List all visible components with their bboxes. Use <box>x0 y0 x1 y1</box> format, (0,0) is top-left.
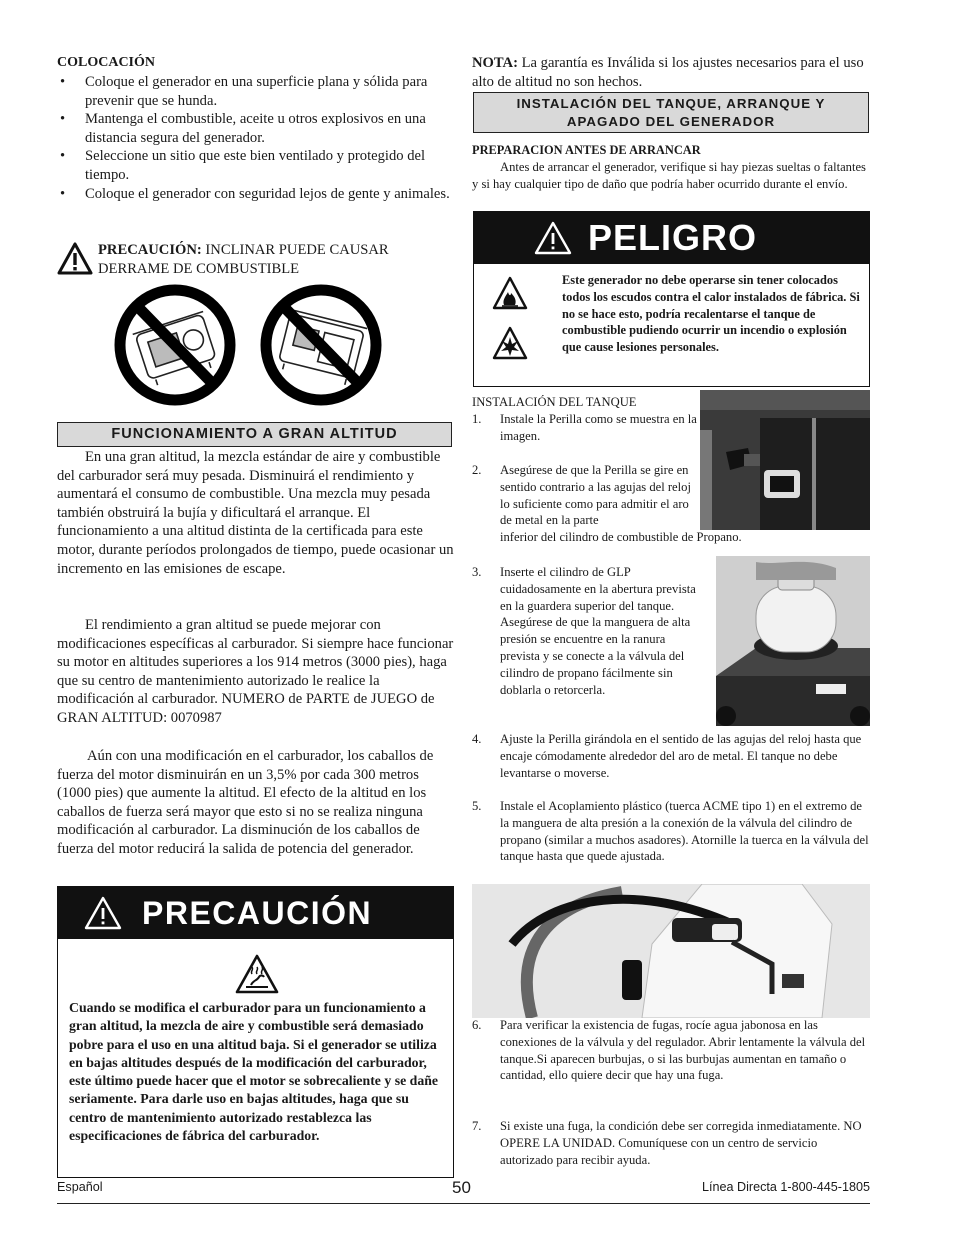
regulator-photo <box>472 884 870 1018</box>
precaucion-title: PRECAUCIÓN <box>142 894 373 931</box>
instalacion-heading <box>473 92 869 133</box>
step-number: 1. <box>472 412 482 426</box>
step-number: 5. <box>472 799 482 813</box>
warning-triangle-icon <box>534 221 572 255</box>
list-item <box>472 411 698 445</box>
precaucion-box <box>57 886 454 1178</box>
explosion-hazard-icon <box>492 326 528 360</box>
list-item <box>472 564 704 698</box>
list-item: • Mantenga el combustible, aceite u otros explosivos en una distancia segura del generador. <box>57 110 454 147</box>
list-item-continuation: inferior del cilindro de combustible de Propano. <box>500 530 742 544</box>
step-number: 7. <box>472 1119 482 1133</box>
list-item: • Seleccione un sitio que este bien ventilado y protegido del tiempo. <box>57 147 454 184</box>
precaucion-note-label: PRECAUCIÓN: <box>98 242 202 258</box>
preparacion-text: Antes de arrancar el generador, verifique si hay piezas sueltas o faltantes y si hay cualquier tipo de daño que podría haber ocurrido durante el envío. <box>472 160 866 191</box>
colocacion-list <box>57 73 454 203</box>
knob-photo <box>700 390 870 530</box>
footer-language: Español <box>57 1180 103 1194</box>
warning-triangle-icon <box>84 896 122 930</box>
step-text: Para verificar la existencia de fugas, rocíe agua jabonosa en las conexiones de la válvula y del regulador. Abrir lentamente la válvula del tanque.Si aparecen burbujas, o si las burbujas aumentan en tamaño o cantidad, ello quiere decir que hay una fuga. <box>500 1018 866 1083</box>
cylinder-photo <box>716 556 870 726</box>
nota-label: NOTA: <box>472 55 518 71</box>
list-item <box>472 1118 870 1168</box>
step-text: Inserte el cilindro de GLP cuidadosamente en la abertura prevista en la guardera superior del tanque. Asegúrese de que la manguera de alta presión se encuentre en la ranura prevista y se conecte a la válvula del cilindro de propano fácilmente sin doblarla o retorcerla. <box>500 565 696 697</box>
tanque-heading: INSTALACIÓN DEL TANQUE <box>472 395 637 409</box>
peligro-banner <box>474 212 869 264</box>
step-number: 4. <box>472 732 482 746</box>
preparacion-heading: PREPARACION ANTES DE ARRANCAR <box>472 143 701 157</box>
warning-triangle-icon <box>57 242 93 275</box>
no-tilt-generator-image <box>103 284 248 406</box>
nota-text: La garantía es Inválida si los ajustes necesarios para el uso alto de altitud no son hechos. <box>472 55 864 90</box>
step-text: Instale el Acoplamiento plástico (tuerca ACME tipo 1) en el extremo de la manguera de alta presión a la conexión de la válvula del cilindro de propano (similar a muchos asadores). Atornille la tuerca en la válvula del tanque hasta que quede ajustada. <box>500 799 869 864</box>
altitud-paragraph-3: Aún con una modificación en el carburador, los caballos de fuerza del motor disminuirán en un 3,5% por cada 300 metros (1000 pies) que aumente la altitud. El efecto de la altitud en los caballos de fuerza será mayor que esto si no se realiza ninguna modificación al carburador. La disminución de los caballos de fuerza del motor reducirá la salida de potencia del generador. <box>57 748 434 857</box>
list-item <box>472 1017 870 1084</box>
no-tilt-generator-image-2 <box>249 284 394 406</box>
altitud-heading: FUNCIONAMIENTO A GRAN ALTITUD <box>57 422 452 447</box>
colocacion-heading: COLOCACIÓN <box>57 55 156 70</box>
list-item <box>472 462 698 529</box>
step-text: Instale la Perilla como se muestra en la imagen. <box>500 412 697 443</box>
step-text: Asegúrese de que la Perilla se gire en sentido contrario a las agujas del reloj lo suficiente como para admitir el aro de metal en la parte <box>500 463 691 528</box>
instalacion-heading-line-2: APAGADO DEL GENERADOR <box>566 114 776 129</box>
list-item: • Coloque el generador con seguridad lejos de gente y animales. <box>57 185 454 204</box>
altitud-paragraph-2: El rendimiento a gran altitud se puede mejorar con modificaciones específicas al carburador. Si siempre hace funcionar su motor en altitudes superiores a los 914 metros (3000 pies), haga que su centro de mantenimiento autorizado le realice la modificación al carburador. NUMERO de PARTE de JUEGO de GRAN ALTITUD: 0070987 <box>57 617 454 726</box>
peligro-box <box>473 211 870 387</box>
step-number: 3. <box>472 565 482 579</box>
page-number: 50 <box>452 1178 471 1197</box>
step-number: 6. <box>472 1018 482 1032</box>
precaucion-note-text-1: INCLINAR PUEDE CAUSAR <box>201 242 389 258</box>
list-item <box>472 798 870 865</box>
footer-divider <box>57 1203 870 1204</box>
instalacion-heading-line-1: INSTALACIÓN DEL TANQUE, ARRANQUE Y <box>516 96 826 111</box>
footer-hotline: Línea Directa 1-800-445-1805 <box>701 1180 870 1194</box>
altitud-paragraph-1: En una gran altitud, la mezcla estándar de aire y combustible del carburador será muy pesada. Disminuirá el rendimiento y aumentará el consumo de combustible. Una mezcla muy pesada también obstruirá la bujía y dificultará el arranque. El funcionamiento a una altitud distinta de la certificada para este motor, durante períodos prolongados de tiempo, puede ocasionar un incremento en las emisiones de escape. <box>57 449 454 577</box>
hot-surface-icon <box>235 954 279 994</box>
precaucion-note <box>98 241 458 278</box>
fire-hazard-icon <box>492 276 528 310</box>
peligro-title: PELIGRO <box>588 217 758 258</box>
step-number: 2. <box>472 463 482 477</box>
nota-paragraph <box>472 54 870 91</box>
step-text: Ajuste la Perilla girándola en el sentido de las agujas del reloj hasta que encaje cómodamente alrededor del aro de metal. El tanque no debe levantarse o moverse. <box>500 732 862 780</box>
precaucion-note-text-2: DERRAME DE COMBUSTIBLE <box>98 260 300 277</box>
list-item <box>472 731 870 781</box>
precaucion-box-text: Cuando se modifica el carburador para un funcionamiento a gran altitud, la mezcla de aire y combustible será demasiado pobre para el uso en una altitud baja. Si el generador se utiliza en bajas altitudes después de la modificación del carburador, este último puede hacer que el motor se sobrecaliente y se dañe seriamente. Para darle uso en bajas altitudes, haga que su centro de mantenimiento autorizado restablezca las especificaciones de fábrica del carburador. <box>69 1000 439 1144</box>
precaucion-banner <box>58 887 453 939</box>
list-item: • Coloque el generador en una superficie plana y sólida para prevenir que se hunda. <box>57 73 454 110</box>
step-text: Si existe una fuga, la condición debe ser corregida inmediatamente. NO OPERE LA UNIDAD. Comuníquese con un centro de servicio autorizado para recibir ayuda. <box>500 1119 862 1167</box>
peligro-text: Este generador no debe operarse sin tener colocados todos los escudos contra el calor instalados de fábrica. Si no se hace esto, podría recalentarse el tanque de combustible pudiendo ocurrir un incendio o explosión que cause lesiones personales. <box>562 273 860 355</box>
